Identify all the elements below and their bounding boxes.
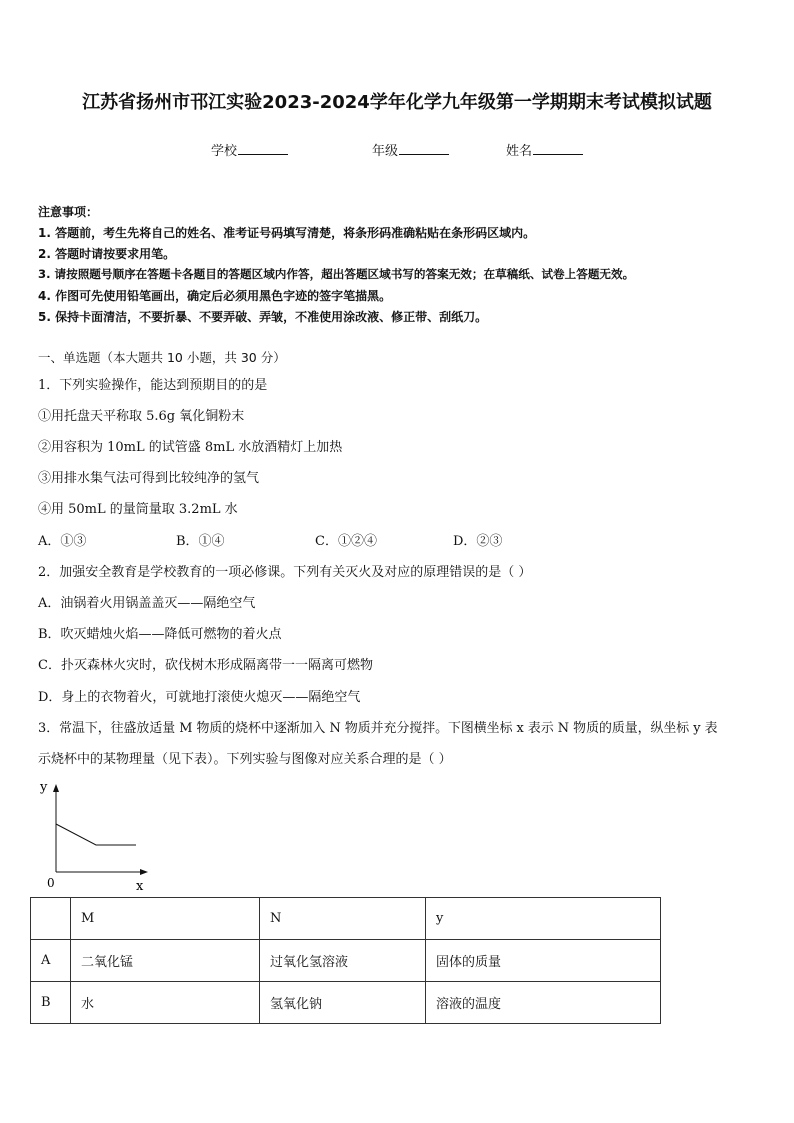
table-cell: 溶液的温度: [426, 982, 661, 1024]
q1-option-c[interactable]: C．①②④: [315, 534, 377, 549]
grade-field[interactable]: [372, 140, 449, 159]
note-item: 1. 答题前，考生先将自己的姓名、准考证号码填写清楚，将条形码准确粘贴在条形码区域内。: [38, 226, 536, 240]
section-heading: 一、单选题（本大题共 10 小题，共 30 分）: [38, 350, 286, 365]
table-cell: N: [260, 898, 426, 940]
name-blank[interactable]: [533, 142, 583, 155]
q1-option-b[interactable]: B．①④: [176, 534, 225, 549]
q1-item: ②用容积为 10mL 的试管盛 8mL 水放酒精灯上加热: [38, 440, 343, 455]
notes-heading: 注意事项：: [38, 205, 99, 219]
grade-blank[interactable]: [399, 142, 449, 155]
grade-label: 年级: [372, 144, 399, 159]
q1-option-a[interactable]: A．①③: [38, 534, 87, 549]
q2-option-d[interactable]: D．身上的衣物着火，可就地打滚使火熄灭——隔绝空气: [38, 690, 361, 705]
q2-stem: 2．加强安全教育是学校教育的一项必修课。下列有关灭火及对应的原理错误的是（ ）: [38, 565, 532, 580]
table-cell: 氢氧化钠: [260, 982, 426, 1024]
q1-option-d[interactable]: D．②③: [453, 534, 503, 549]
table-cell: 过氧化氢溶液: [260, 940, 426, 982]
q3-stem-line1: 3．常温下，往盛放适量 M 物质的烧杯中逐渐加入 N 物质并充分搅拌。下图横坐标 x 表示 N 物质的质量，纵坐标 y 表: [38, 721, 718, 736]
y-axis-arrow: [53, 784, 59, 792]
table-cell: 固体的质量: [426, 940, 661, 982]
note-item: 4. 作图可先使用铅笔画出，确定后必须用黑色字迹的签字笔描黑。: [38, 289, 392, 303]
note-item: 2. 答题时请按要求用笔。: [38, 247, 176, 261]
q3-stem-line2: 示烧杯中的某物理量（见下表）。下列实验与图像对应关系合理的是（ ）: [38, 752, 452, 767]
q2-option-b[interactable]: B．吹灭蜡烛火焰——降低可燃物的着火点: [38, 627, 282, 642]
table-cell: 水: [71, 982, 260, 1024]
name-label: 姓名: [506, 144, 533, 159]
q3-graph: [36, 778, 156, 893]
school-blank[interactable]: [238, 142, 288, 155]
table-header-row: [31, 898, 661, 940]
table-cell: y: [426, 898, 661, 940]
q1-stem: 1．下列实验操作，能达到预期目的的是: [38, 378, 268, 393]
table-row[interactable]: [31, 940, 661, 982]
page-title: 江苏省扬州市邗江实验2023-2024学年化学九年级第一学期期末考试模拟试题: [82, 92, 712, 113]
table-cell: M: [71, 898, 260, 940]
school-field[interactable]: [211, 140, 288, 159]
q2-option-a[interactable]: A．油锅着火用锅盖盖灭——隔绝空气: [38, 596, 256, 611]
note-item: 3. 请按照题号顺序在答题卡各题目的答题区域内作答，超出答题区域书写的答案无效；在草稿纸、试卷上答题无效。: [38, 267, 635, 281]
x-axis-arrow: [140, 869, 148, 875]
q2-option-c[interactable]: C．扑灭森林火灾时，砍伐树木形成隔离带一一隔离可燃物: [38, 658, 373, 673]
x-axis-label: x: [136, 879, 144, 893]
q1-item: ④用 50mL 的量筒量取 3.2mL 水: [38, 502, 238, 517]
table-cell: B: [31, 982, 71, 1024]
table-cell: 二氧化锰: [71, 940, 260, 982]
graph-curve: [56, 824, 136, 845]
table-cell: A: [31, 940, 71, 982]
q1-item: ③用排水集气法可得到比较纯净的氢气: [38, 471, 260, 486]
school-label: 学校: [211, 144, 238, 159]
table-cell: [31, 898, 71, 940]
note-item: 5. 保持卡面清洁，不要折暴、不要弄破、弄皱，不准使用涂改液、修正带、刮纸刀。: [38, 310, 488, 324]
q1-item: ①用托盘天平称取 5.6g 氧化铜粉末: [38, 409, 245, 424]
y-axis-label: y: [40, 780, 48, 795]
table-row[interactable]: [31, 982, 661, 1024]
origin-label: 0: [47, 876, 55, 890]
name-field[interactable]: [506, 140, 583, 159]
q3-table: [30, 897, 661, 1024]
